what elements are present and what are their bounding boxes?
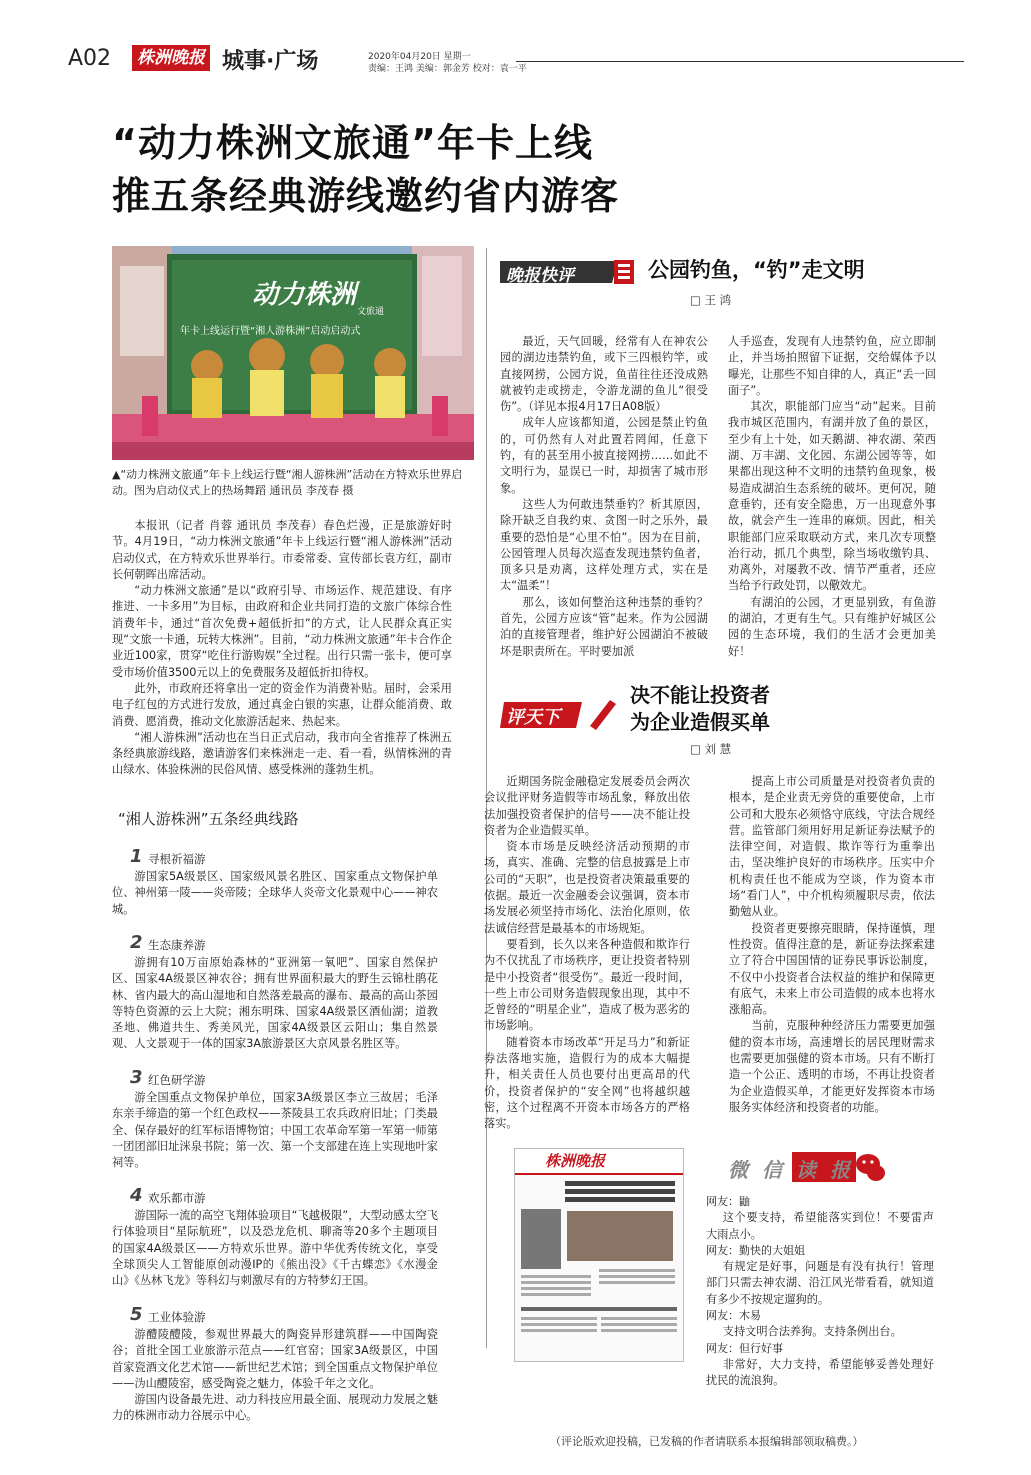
column-title: 公园钓鱼，“钓”走文明 — [648, 258, 865, 282]
route-description: 游全国重点文物保护单位，国家3A级景区李立三故居；毛泽东亲手缔造的第一个红色政权——茶陵县工农兵政府旧址；门类最全、保存最好的红军标语博物馆；中国工农革命军第一军第一师第一团团部旧址洣泉书院；第一次、第一个支部建在连上实现地叶家祠等。 — [112, 1091, 438, 1170]
column-title-line-2: 为企业造假买单 — [630, 710, 770, 734]
route-description: 游国际一流的高空飞翔体验项目“飞越极限”，大型动感太空飞行体验项目“星际航班”，以及恐龙危机、聊斋等20多个主题项目的国家4A级景区——方特欢乐世界。游中华优秀传统文化，享受全球顶尖人工智能原创动漫IP的《熊出没》《千古蝶恋》《水漫金山》《丛林飞龙》等科幻与刺激尽有的方特梦幻王国。 — [112, 1209, 438, 1288]
issue-date: 2020年04月20日 星期一 — [368, 52, 471, 62]
route-name: 生态康养游 — [148, 938, 206, 952]
column-paragraph: 成年人应该都知道，公园是禁止钓鱼的，可仍然有人对此置若罔闻，任意下钓，有的甚至用小披直接网捞……如此不文明行为，显误已一时，却损害了城市形象。 — [500, 416, 708, 495]
route-description: 游国家5A级景区、国家级风景名胜区、国家重点文物保护单位、神州第一陵——炎帝陵；全球华人炎帝文化景观中心——神农城。 — [112, 870, 438, 916]
column-text-left — [484, 774, 690, 1133]
comment-text: 非常好，大力支持，希望能够妥善处理好扰民的流浪狗。 — [706, 1357, 934, 1388]
comment-user: 网友：勤快的大姐姐 — [706, 1243, 805, 1257]
route-number: 3 — [130, 1067, 143, 1088]
article-paragraph: 此外，市政府还将拿出一定的资金作为消费补贴。届时，会采用电子红包的方式进行发放，通过真金白银的实惠，让群众能消费、敢消费、愿消费，推动文化旅游活起来、热起来。 — [112, 681, 452, 728]
routes-heading: “湘人游株洲”五条经典线路 — [118, 810, 299, 828]
news-photo — [112, 246, 474, 460]
route-name: 欢乐都市游 — [148, 1191, 206, 1205]
route-name: 工业体验游 — [148, 1310, 206, 1324]
article-paragraph: 本报讯（记者 肖蓉 通讯员 李茂春）春色烂漫，正是旅游好时节。4月19日，“动力株洲文旅通”年卡上线运行暨“湘人游株洲”活动启动仪式，在方特欢乐世界举行。市委常委、宣传部长袁方红，副市长何朝晖出席活动。 — [112, 519, 452, 581]
headline-line-2: 推五条经典游线邀约省内游客 — [112, 174, 620, 218]
column-logo-kuaiping — [500, 258, 635, 286]
route-description: 游醴陵醴陵，参观世界最大的陶瓷异形建筑群——中国陶瓷谷；首批全国工业旅游示范点——红官窑；国家3A级景区，中国首家瓷酒文化艺术馆——新世纪艺术馆；到全国重点文物保护单位——沩山醴陵窑，感受陶瓷之魅力，体验千年之文化。 游国内设备最先进、动力科技应用最全面、展现动力发展之魅力的株洲市动力谷展示中心。 — [112, 1328, 438, 1423]
headline-line-1: “动力株洲文旅通”年卡上线 — [112, 121, 593, 165]
column-paragraph: 那么，该如何整治这种违禁的垂钓？首先，公园方应该“管”起来。作为公园湖泊的直接管理者，维护好公园湖泊不被破坏是职责所在。平时要加派 — [500, 595, 708, 658]
comment-user: 网友：但行好事 — [706, 1341, 783, 1355]
article-paragraph: “湘人游株洲”活动也在当日正式启动，我市向全省推荐了株洲五条经典旅游线路，邀请游客们来株洲走一走、看一看，纵情株洲的青山绿水、体验株洲的民俗风情、感受株洲的蓬勃生机。 — [112, 730, 452, 777]
route-number: 4 — [130, 1185, 143, 1206]
column-paragraph: 这些人为何敢违禁垂钓？析其原因，除开缺乏自我约束、贪图一时之乐外，最重要的恐怕是“心里不怕”。因为在目前，公园管理人员每次巡查发现违禁钓鱼者，顶多只是劝离，这样处理方式，实在是太“温柔”！ — [500, 497, 708, 593]
column-logo-text: 评天下 — [506, 707, 560, 728]
banner-title: 动力株洲 — [252, 280, 357, 310]
column-paragraph: 有湖泊的公园，才更显别致，有鱼游的湖泊，才更有生气。只有维护好城区公园的生态环境，我们的生活才会更加美好！ — [728, 595, 936, 658]
column-logo-text: 微信读报 — [728, 1158, 864, 1182]
column-paragraph: 近期国务院金融稳定发展委员会两次会议批评财务造假等市场乱象，释放出依法加强投资者保护的信号——决不能让投资者为企业造假买单。 — [484, 775, 690, 837]
column-title-line-1: 决不能让投资者 — [630, 683, 770, 707]
page-number: A02 — [68, 46, 112, 71]
column-text-right — [729, 774, 935, 1116]
article-paragraph: “动力株洲文旅通”是以“政府引导、市场运作、规范建设、有序推进、一卡多用”为目标，由政府和企业共同打造的文旅广体综合性消费年卡，通过“首次免费+超低折扣”的方式，让人民群众真正实现“文旅一卡通，玩转大株洲”。目前，“动力株洲文旅通”年卡合作企业近100家，贯穿“吃住行游购娱”全过程。出行只需一张卡，便可享受市场价值3500元以上的免费服务及超低折扣待权。 — [112, 584, 452, 679]
main-article-body — [112, 518, 452, 779]
route-name: 红色研学游 — [148, 1073, 206, 1087]
route-number: 2 — [130, 932, 143, 953]
route-name: 寻根祈福游 — [148, 852, 206, 866]
banner-subtitle: 文旅通 — [357, 307, 385, 317]
editor-credits: 责编：王鸿 美编：郭金芳 校对：袁一平 — [368, 64, 527, 74]
comment-text: 有规定是好事，问题是有没有执行！管理部门只需去神农湖、沿江风光带看看，就知道有多少不按规定遛狗的。 — [706, 1260, 934, 1306]
column-paragraph: 投资者更要擦亮眼睛，保持谨慎，理性投资。值得注意的是，新证券法探索建立了符合中国国情的证券民事诉讼制度，不仅中小投资者合法权益的维护和保障更有底气，未来上市公司造假的成本也将水涨船高。 — [729, 921, 935, 1017]
column-text-right — [728, 334, 936, 660]
reader-comments — [706, 1194, 934, 1390]
column-paragraph: 当前，克服种种经济压力需要更加强健的资本市场，高速增长的居民理财需求也需要更加强健的资本市场。只有不断打造一个公正、透明的市场，不再让投资者为企业造假买单，才能更好发挥资本市场服务实体经济和投资者的功能。 — [729, 1019, 935, 1114]
column-paragraph: 资本市场是反映经济活动预期的市场，真实、准确、完整的信息披露是上市公司的“天职”，也是投资者决策最重要的依据。最近一次金融委会议强调，资本市场发展必须坚持市场化、法治化原则，依法诚信经营是最基本的市场规矩。 — [484, 840, 690, 935]
comment-text: 这个要支持，希望能落实到位！不要雷声大雨点小。 — [706, 1211, 934, 1241]
thumbnail-masthead: 株洲晚报 — [515, 1149, 683, 1175]
column-author: □ 王 鸿 — [690, 293, 732, 307]
route-description: 游拥有10万亩原始森林的“亚洲第一氧吧”、国家自然保护区、国家4A级景区神农谷；拥有世界面积最大的野生云锦杜鹃花林、省内最大的高山湿地和自然落差最高的瀑布、最高的高山茶园等特色资源的云上大院；湘东明珠、国家4A级景区酒仙湖；道教圣地、佛道共生、秀美风光，国家4A级景区云阳山；集自然景观、人文景观于一体的国家3A旅游景区大京风景名胜区等。 — [112, 956, 438, 1051]
thumbnail-page-preview — [515, 1175, 683, 1362]
comment-user: 网友：鼬 — [706, 1195, 750, 1208]
route-number: 5 — [130, 1304, 143, 1325]
section-title: 城事·广场 — [222, 49, 319, 74]
column-paragraph: 随着资本市场改革“开足马力”和新证券法落地实施，造假行为的成本大幅提升，相关责任人员也要付出更高昂的代价，投资者保护的“安全网”也将越织越密，这个过程离不开资本市场各方的严格落实。 — [484, 1035, 690, 1131]
column-paragraph: 提高上市公司质量是对投资者负责的根本，是企业责无旁贷的重要使命，上市公司和大股东必须恪守底线，守法合规经营。监管部门须用好用足新证券法赋予的法律空间，对造假、欺诈等行为重拳出击，坚决维护良好的市场秩序。压实中介机构责任也不能成为空谈，作为资本市场“看门人”，中介机构须履职尽责，依法勤勉从业。 — [729, 775, 935, 919]
column-paragraph: 最近，天气回暖，经常有人在神农公园的湖边违禁钓鱼，或下三四根钓竿，或直接网捞，公园方说，鱼苗往往还没成熟就被钓走或捞走，令游龙湖的鱼儿“很受伤”。（详见本报4月17日A08版） — [500, 335, 708, 414]
column-logo-text: 晚报快评 — [506, 266, 574, 286]
comment-user: 网友：木易 — [706, 1309, 761, 1323]
column-paragraph: 其次，职能部门应当“动”起来。目前我市城区范围内，有湖并放了鱼的景区，至少有上十处，如天鹅湖、神农湖、荣西湖、万丰湖、文化园、东湖公园等等，如果都出现这种不文明的违禁钓鱼现象，极易造成湖泊生态系统的破坏。更何况，随意垂钓，还有安全隐患，万一出现意外事故，就会产生一连串的麻烦。因此，相关职能部门应采取联动方式，来几次专项整治行动，抓几个典型，除当场收缴钓具、劝离外，对屡教不改、情节严重者，还应当给予行政处罚，以儆效尤。 — [728, 400, 936, 593]
header-rule — [516, 61, 964, 62]
route-number: 1 — [130, 846, 143, 867]
column-author: □ 刘 慧 — [690, 742, 732, 756]
column-text-left — [500, 334, 708, 660]
column-logo-pingtianxia — [500, 696, 618, 732]
column-paragraph: 要看到，长久以来各种造假和欺诈行为不仅扰乱了市场秩序，更让投资者特别是中小投资者“很受伤”。最近一段时间，一些上市公司财务造假现象出现，其中不乏曾经的“明星企业”，造成了极为恶劣的市场影响。 — [484, 937, 690, 1033]
newspaper-thumbnail — [514, 1148, 684, 1362]
submission-note: （评论版欢迎投稿，已发稿的作者请联系本报编辑部领取稿费。） — [550, 1435, 864, 1448]
column-logo-weixin-dubao — [724, 1146, 886, 1186]
newspaper-logo: 株洲晚报 — [132, 45, 210, 71]
column-paragraph: 人手巡查，发现有人违禁钓鱼，应立即制止，并当场拍照留下证据，交给媒体予以曝光，让那些不知自律的人，真正“丢一回面子”。 — [728, 335, 936, 397]
comment-text: 支持文明合法养狗。支持条例出台。 — [722, 1325, 902, 1339]
photo-caption: ▲“动力株洲文旅通”年卡上线运行暨“湘人游株洲”活动在方特欢乐世界启动。图为启动仪式上的热场舞蹈 通讯员 李茂春 摄 — [112, 468, 463, 497]
banner-event-line: 年卡上线运行暨“湘人游株洲”启动启动式 — [180, 326, 361, 337]
